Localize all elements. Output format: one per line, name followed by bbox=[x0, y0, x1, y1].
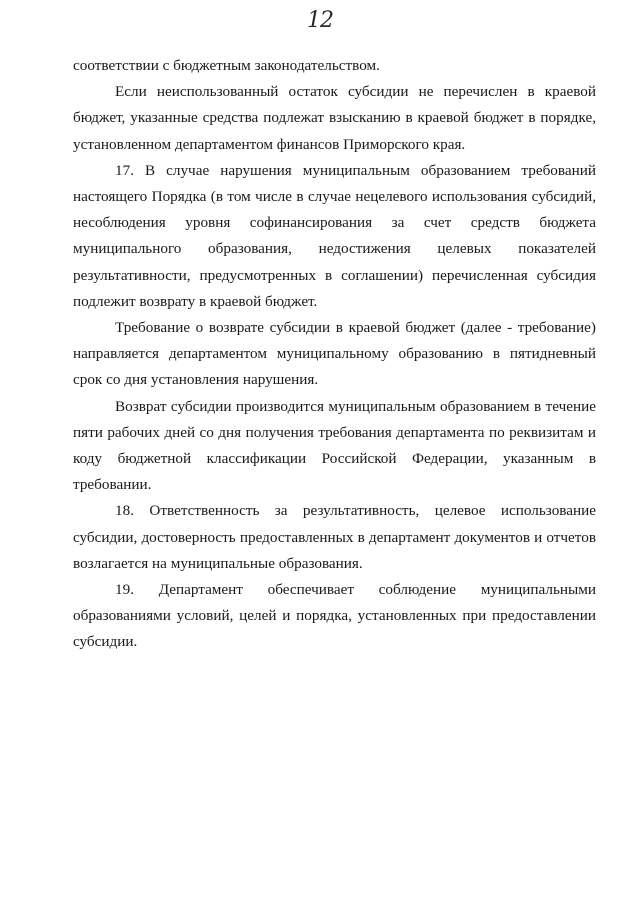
paragraph-17-violation: 17. В случае нарушения муниципальным образованием требований настоящего Порядка (в том числе в случае нецелевого использования субсидий, несоблюдения уровня софинансирования за счет средств бюджета муниципального образования, недостижения целевых показателей результативности, предусмотренных в соглашении) перечисленная субсидия подлежит возврату в краевой бюджет. bbox=[73, 161, 596, 310]
paragraph-18-responsibility: 18. Ответственность за результативность, целевое использование субсидии, достоверность предоставленных в департамент документов и отчетов возлагается на муниципальные образования. bbox=[73, 502, 596, 572]
document-body bbox=[73, 53, 596, 656]
paragraph-continuation: соответствии с бюджетным законодательством. bbox=[73, 57, 380, 74]
page-number: 12 bbox=[307, 8, 333, 33]
paragraph-19-department: 19. Департамент обеспечивает соблюдение муниципальными образованиями условий, целей и порядка, установленных при предоставлении субсидии. bbox=[73, 581, 596, 651]
paragraph-return-procedure: Возврат субсидии производится муниципальным образованием в течение пяти рабочих дней со дня получения требования департамента по реквизитам и коду бюджетной классификации Российской Федерации, указанным в требовании. bbox=[73, 397, 596, 494]
paragraph-unused-balance: Если неиспользованный остаток субсидии не перечислен в краевой бюджет, указанные средства подлежат взысканию в краевой бюджет в порядке, установленном департаментом финансов Приморского края. bbox=[73, 83, 596, 153]
paragraph-return-requirement: Требование о возврате субсидии в краевой бюджет (далее - требование) направляется департаментом муниципальному образованию в пятидневный срок со дня установления нарушения. bbox=[73, 319, 596, 389]
